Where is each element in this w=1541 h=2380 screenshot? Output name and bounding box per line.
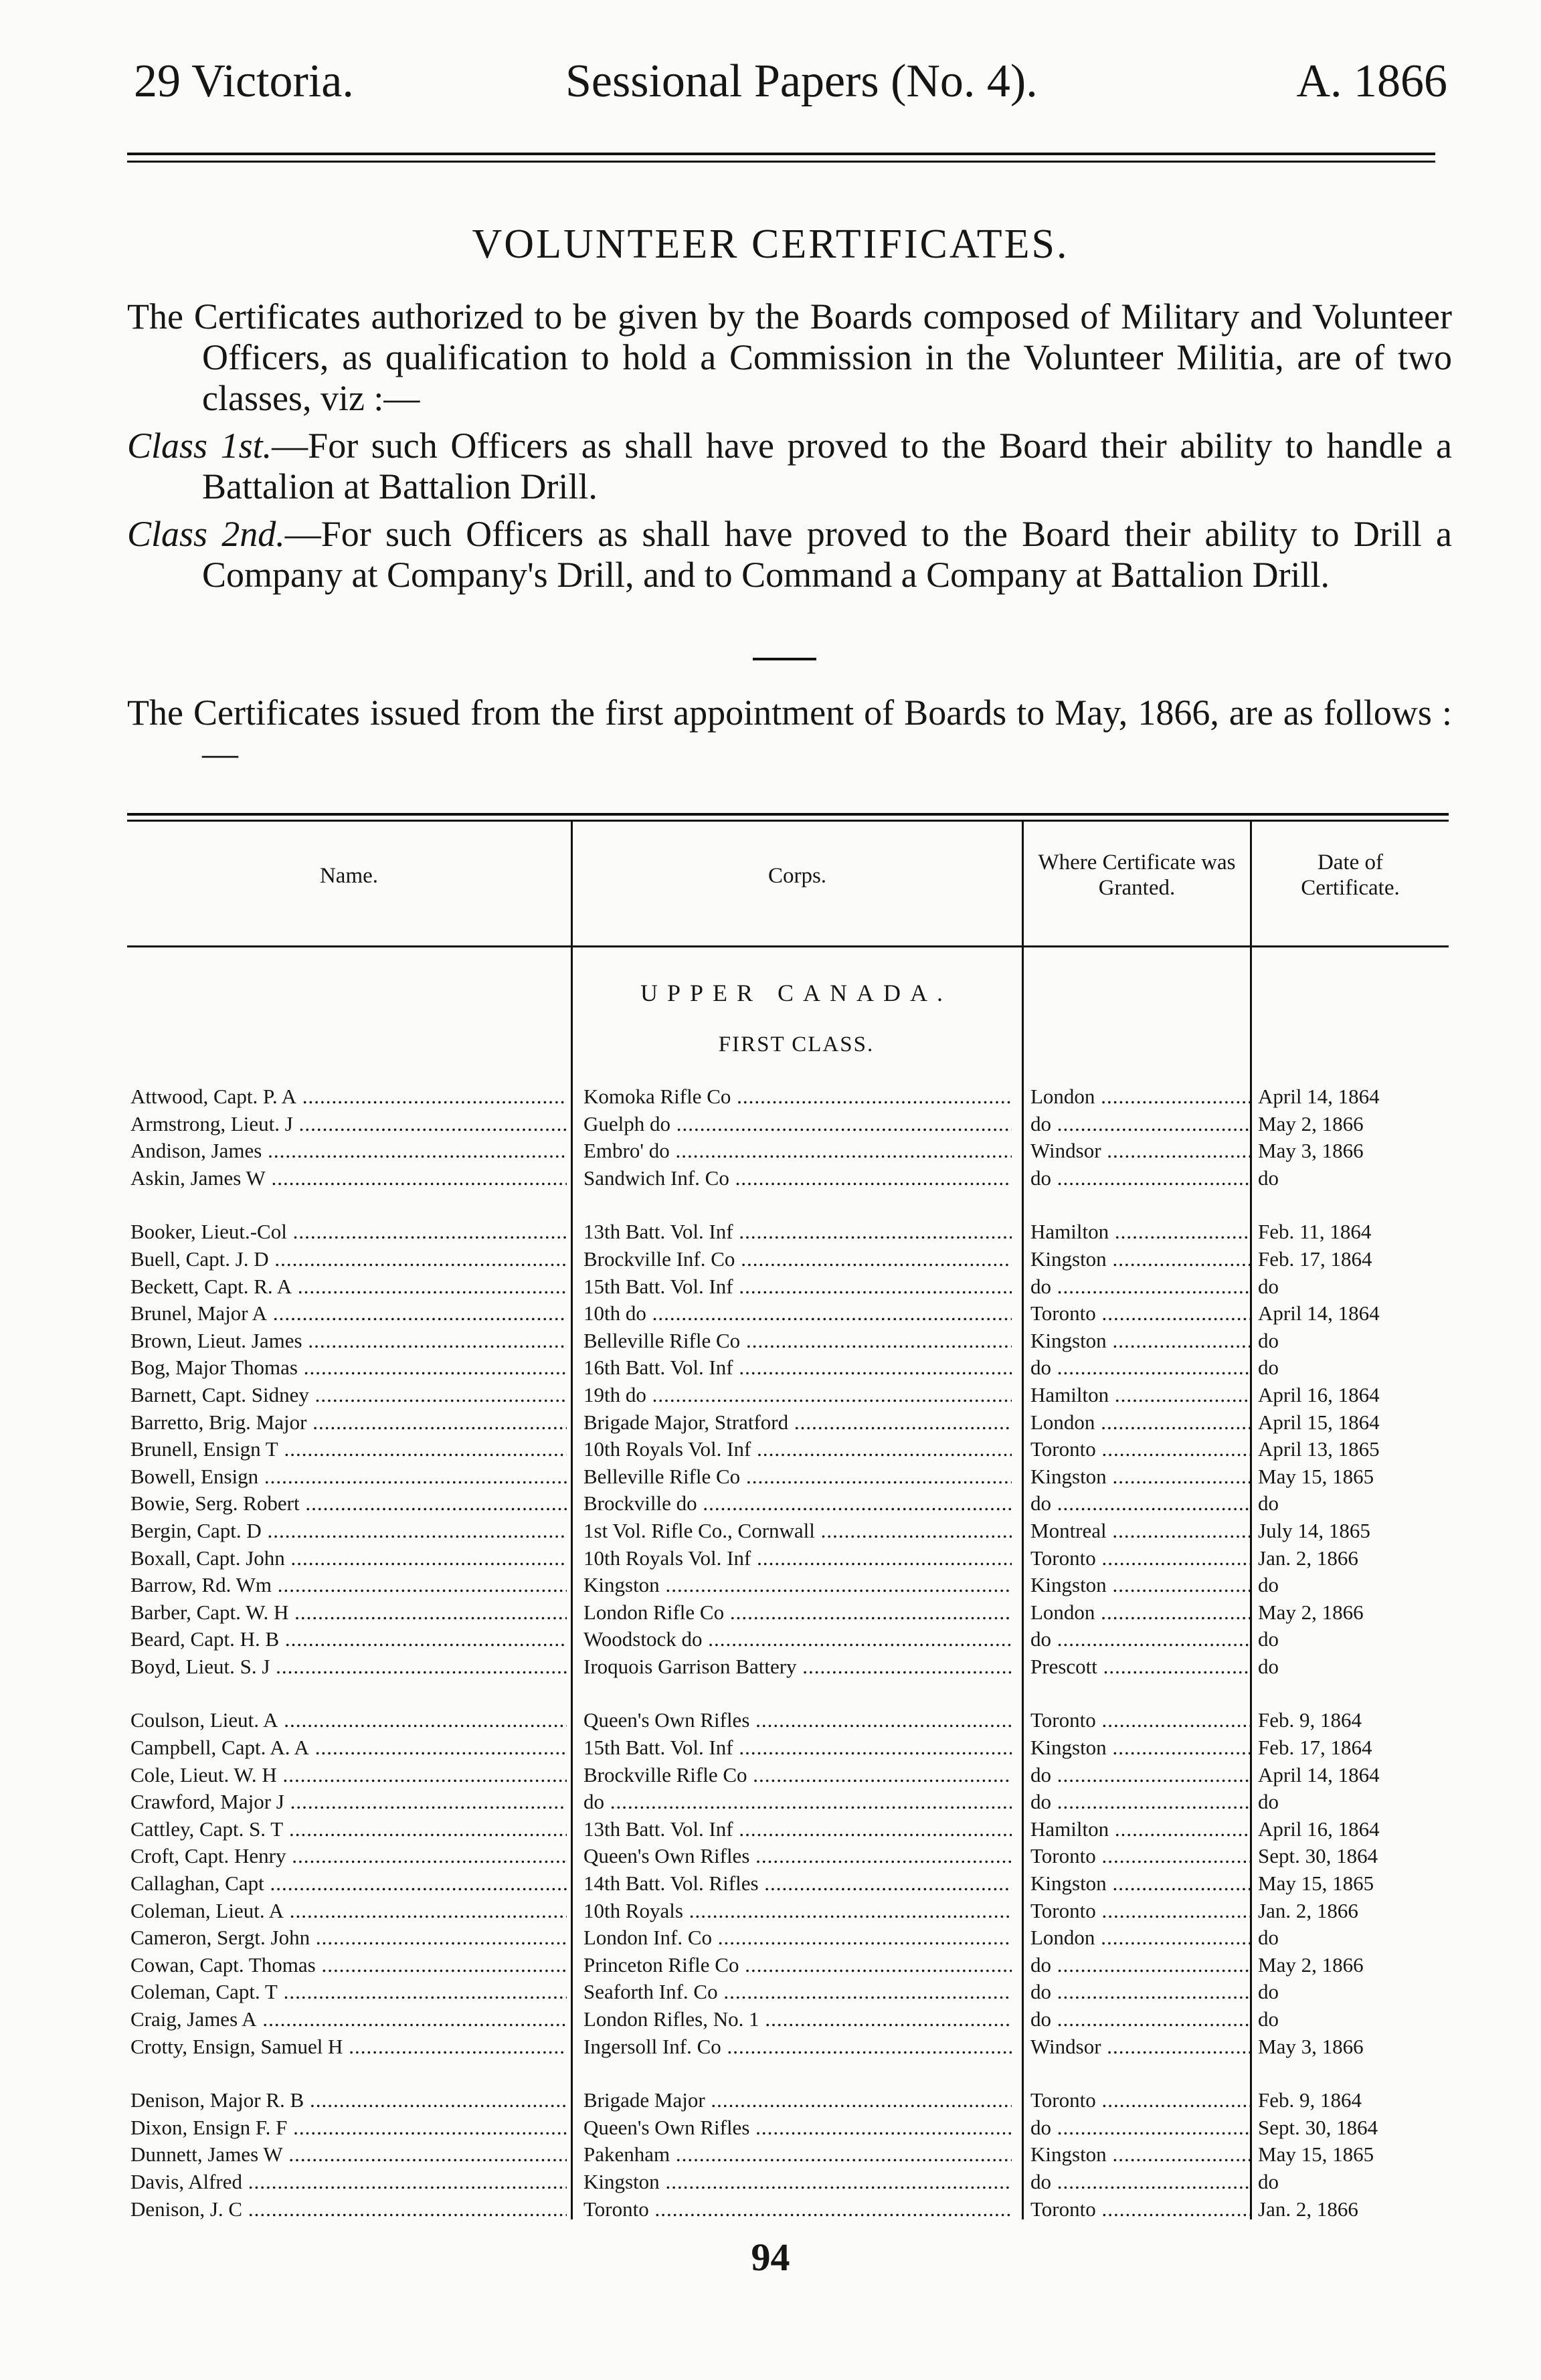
cell-date: do: [1258, 1790, 1279, 1814]
cell-date: April 16, 1864: [1258, 1817, 1380, 1841]
cell-where: do .....: [1030, 1354, 1250, 1382]
cell-date: April 15, 1864: [1258, 1410, 1380, 1434]
cell-name: Coleman, Capt. T .....: [130, 1979, 567, 2006]
table-row: [127, 1626, 1449, 1653]
cell-date: April 14, 1864: [1258, 1762, 1380, 1787]
cell-date: do: [1258, 1328, 1279, 1352]
table-row: [127, 1707, 1449, 1734]
cell-where: do .....: [1030, 1789, 1250, 1816]
cell-date: do: [1258, 1356, 1279, 1380]
cell-where: Toronto .....: [1030, 2196, 1250, 2223]
group-gap: [127, 1680, 1449, 1707]
cell-date: April 16, 1864: [1258, 1382, 1380, 1406]
cell-corps: Iroquois Garrison Battery .....: [583, 1653, 1012, 1681]
header-papers: Sessional Papers (No. 4).: [565, 56, 1038, 107]
table-row: [127, 2196, 1449, 2223]
cell-date: Feb. 9, 1864: [1258, 1708, 1362, 1732]
group-gap: [127, 1192, 1449, 1218]
class-1-text: —For such Officers as shall have proved to the Board their ability to handle a Battalion at Battalion Drill.: [202, 426, 1453, 507]
cell-date: May 3, 1866: [1258, 1139, 1364, 1163]
cell-name: Barber, Capt. W. H .....: [130, 1599, 567, 1627]
table-row: [127, 1273, 1449, 1301]
cell-date: May 2, 1866: [1258, 1600, 1364, 1624]
cell-name: Craig, James A .....: [130, 2006, 567, 2033]
table-body: [127, 1083, 1449, 2223]
cell-corps: London Inf. Co .....: [583, 1924, 1012, 1952]
cell-where: Toronto .....: [1030, 1707, 1250, 1734]
cell-corps: Brigade Major, Stratford .....: [583, 1409, 1012, 1437]
table-row: [127, 1734, 1449, 1762]
cell-where: do .....: [1030, 2169, 1250, 2196]
cell-where: Toronto .....: [1030, 1436, 1250, 1463]
cell-name: Coleman, Lieut. A .....: [130, 1898, 567, 1925]
cell-where: Kingston .....: [1030, 1734, 1250, 1762]
cell-date: April 14, 1864: [1258, 1085, 1380, 1108]
table-row: [127, 1870, 1449, 1898]
cell-corps: Queen's Own Rifles .....: [583, 1707, 1012, 1734]
cell-name: Andison, James .....: [130, 1137, 567, 1165]
cell-name: Brown, Lieut. James .....: [130, 1328, 567, 1355]
cell-where: Kingston .....: [1030, 1246, 1250, 1273]
cell-corps: Brockville Inf. Co .....: [583, 1246, 1012, 1273]
cell-date: Feb. 9, 1864: [1258, 2088, 1362, 2112]
cell-where: do .....: [1030, 1626, 1250, 1653]
cell-name: Barnett, Capt. Sidney .....: [130, 1382, 567, 1409]
cell-date: May 2, 1866: [1258, 1111, 1364, 1135]
cell-corps: London Rifle Co .....: [583, 1599, 1012, 1627]
cell-where: Toronto .....: [1030, 1898, 1250, 1925]
header-name: Name.: [319, 864, 379, 888]
cell-corps: Brockville do .....: [583, 1490, 1012, 1518]
table-row: [127, 1300, 1449, 1328]
cell-date: April 14, 1864: [1258, 1301, 1380, 1325]
cell-name: Brunel, Major A .....: [130, 1300, 567, 1328]
cell-name: Bowie, Serg. Robert .....: [130, 1490, 567, 1518]
cell-name: Boxall, Capt. John .....: [130, 1545, 567, 1572]
cell-corps: Queen's Own Rifles .....: [583, 1843, 1012, 1870]
cell-corps: Ingersoll Inf. Co .....: [583, 2033, 1012, 2061]
cell-where: Kingston .....: [1030, 2141, 1250, 2169]
class-1-paragraph: [127, 426, 1452, 507]
cell-name: Cameron, Sergt. John .....: [130, 1924, 567, 1952]
cell-name: Campbell, Capt. A. A .....: [130, 1734, 567, 1762]
cell-name: Barrow, Rd. Wm .....: [130, 1572, 567, 1599]
separator-rule: [753, 658, 816, 660]
cell-corps: Kingston .....: [583, 1572, 1012, 1599]
table-row: [127, 2169, 1449, 2196]
table-row: [127, 2033, 1449, 2061]
cell-where: Hamilton .....: [1030, 1816, 1250, 1843]
cell-name: Booker, Lieut.-Col .....: [130, 1218, 567, 1246]
cell-where: do .....: [1030, 1273, 1250, 1301]
cell-where: London .....: [1030, 1599, 1250, 1627]
cell-corps: Princeton Rifle Co .....: [583, 1952, 1012, 1979]
subsection-first-class: FIRST CLASS.: [718, 1032, 875, 1057]
table-row: [127, 1599, 1449, 1627]
cell-name: Beckett, Capt. R. A .....: [130, 1273, 567, 1301]
cell-corps: Guelph do .....: [583, 1111, 1012, 1138]
table-row: [127, 1898, 1449, 1925]
cell-where: Toronto .....: [1030, 2087, 1250, 2114]
cell-corps: 19th do .....: [583, 1382, 1012, 1409]
cell-corps: Toronto .....: [583, 2196, 1012, 2223]
table-rule-top: [127, 813, 1449, 816]
table-row: [127, 2087, 1449, 2114]
table-row: [127, 1436, 1449, 1463]
issued-paragraph: The Certificates issued from the first appointment of Boards to May, 1866, are as follows :—: [127, 693, 1452, 773]
cell-where: London .....: [1030, 1083, 1250, 1111]
cell-where: London .....: [1030, 1409, 1250, 1437]
cell-date: do: [1258, 1627, 1279, 1651]
cell-where: Toronto .....: [1030, 1843, 1250, 1870]
cell-name: Denison, J. C .....: [130, 2196, 567, 2223]
certificates-table: [127, 813, 1449, 2241]
cell-where: Kingston .....: [1030, 1870, 1250, 1898]
table-row: [127, 1246, 1449, 1273]
group-gap: [127, 2060, 1449, 2087]
table-row: [127, 1218, 1449, 1246]
table-row: [127, 1789, 1449, 1816]
cell-date: Jan. 2, 1866: [1258, 1546, 1358, 1570]
cell-date: do: [1258, 1573, 1279, 1597]
cell-name: Brunell, Ensign T .....: [130, 1436, 567, 1463]
cell-date: April 13, 1865: [1258, 1437, 1380, 1461]
table-row: [127, 1137, 1449, 1165]
cell-corps: 14th Batt. Vol. Rifles .....: [583, 1870, 1012, 1898]
header-year: A. 1866: [1296, 56, 1447, 107]
header-corps: Corps.: [767, 864, 827, 888]
cell-date: May 15, 1865: [1258, 1464, 1374, 1488]
cell-corps: Seaforth Inf. Co .....: [583, 1979, 1012, 2006]
cell-corps: do .....: [583, 1789, 1012, 1816]
table-row: [127, 2006, 1449, 2033]
intro-paragraph: The Certificates authorized to be given by the Boards composed of Military and Volunteer Officers, as qualification to hold a Commission in the Volunteer Militia, are of two classes, viz :—: [127, 296, 1452, 418]
cell-where: Hamilton .....: [1030, 1218, 1250, 1246]
cell-date: do: [1258, 1654, 1279, 1678]
cell-where: do .....: [1030, 2006, 1250, 2033]
cell-date: Feb. 17, 1864: [1258, 1736, 1372, 1760]
table-row: [127, 2114, 1449, 2142]
cell-where: Toronto .....: [1030, 1545, 1250, 1572]
cell-name: Croft, Capt. Henry .....: [130, 1843, 567, 1870]
cell-date: Feb. 11, 1864: [1258, 1220, 1372, 1244]
table-row: [127, 1816, 1449, 1843]
cell-date: May 15, 1865: [1258, 1871, 1374, 1896]
cell-where: Kingston .....: [1030, 1463, 1250, 1491]
class-1-label: Class 1st.: [127, 426, 272, 466]
cell-name: Bowell, Ensign .....: [130, 1463, 567, 1491]
table-row: [127, 1083, 1449, 1111]
cell-where: do .....: [1030, 1490, 1250, 1518]
cell-name: Callaghan, Capt .....: [130, 1870, 567, 1898]
header-session: 29 Victoria.: [134, 56, 354, 107]
cell-name: Cowan, Capt. Thomas .....: [130, 1952, 567, 1979]
cell-corps: Woodstock do .....: [583, 1626, 1012, 1653]
cell-corps: 10th Royals Vol. Inf .....: [583, 1436, 1012, 1463]
table-row: [127, 1572, 1449, 1599]
cell-name: Askin, James W .....: [130, 1165, 567, 1192]
cell-where: Toronto .....: [1030, 1300, 1250, 1328]
cell-name: Bog, Major Thomas .....: [130, 1354, 567, 1382]
cell-corps: 10th Royals .....: [583, 1898, 1012, 1925]
cell-date: May 3, 1866: [1258, 2034, 1364, 2058]
cell-name: Crawford, Major J .....: [130, 1789, 567, 1816]
cell-date: do: [1258, 1926, 1279, 1950]
cell-corps: 13th Batt. Vol. Inf .....: [583, 1218, 1012, 1246]
cell-corps: Brigade Major .....: [583, 2087, 1012, 2114]
cell-where: Prescott .....: [1030, 1653, 1250, 1681]
cell-name: Attwood, Capt. P. A .....: [130, 1083, 567, 1111]
intro-text: [127, 296, 1452, 602]
cell-corps: Brockville Rifle Co .....: [583, 1762, 1012, 1789]
cell-where: Windsor .....: [1030, 1137, 1250, 1165]
table-row: [127, 1979, 1449, 2006]
cell-name: Dixon, Ensign F. F .....: [130, 2114, 567, 2142]
cell-corps: 16th Batt. Vol. Inf .....: [583, 1354, 1012, 1382]
cell-date: Jan. 2, 1866: [1258, 2197, 1358, 2221]
cell-where: do .....: [1030, 1952, 1250, 1979]
cell-name: Armstrong, Lieut. J .....: [130, 1111, 567, 1138]
table-row: [127, 1545, 1449, 1572]
cell-name: Dunnett, James W .....: [130, 2141, 567, 2169]
table-row: [127, 1952, 1449, 1979]
cell-date: May 2, 1866: [1258, 1952, 1364, 1977]
cell-name: Cole, Lieut. W. H .....: [130, 1762, 567, 1789]
table-row: [127, 2141, 1449, 2169]
cell-name: Beard, Capt. H. B .....: [130, 1626, 567, 1653]
page-title: VOLUNTEER CERTIFICATES.: [472, 221, 1069, 267]
cell-date: do: [1258, 1166, 1279, 1190]
table-row: [127, 1409, 1449, 1437]
table-row: [127, 1843, 1449, 1870]
cell-date: Sept. 30, 1864: [1258, 2115, 1378, 2139]
cell-corps: Belleville Rifle Co .....: [583, 1463, 1012, 1491]
cell-corps: London Rifles, No. 1 .....: [583, 2006, 1012, 2033]
class-2-text: —For such Officers as shall have proved to the Board their ability to Drill a Company at Company's Drill, and to Command a Company at Battalion Drill.: [202, 514, 1452, 595]
cell-date: Feb. 17, 1864: [1258, 1247, 1372, 1271]
cell-corps: Belleville Rifle Co .....: [583, 1328, 1012, 1355]
cell-where: do .....: [1030, 1762, 1250, 1789]
cell-name: Barretto, Brig. Major .....: [130, 1409, 567, 1437]
header-where: Where Certificate was Granted.: [1038, 850, 1236, 900]
cell-date: May 15, 1865: [1258, 2142, 1374, 2167]
cell-corps: 10th Royals Vol. Inf .....: [583, 1545, 1012, 1572]
page-number: 94: [751, 2235, 790, 2279]
table-row: [127, 1328, 1449, 1355]
table-row: [127, 1165, 1449, 1192]
header-rule-top: [127, 153, 1435, 155]
header-date: Date of Certificate.: [1301, 850, 1400, 900]
page-header: [124, 48, 1454, 115]
table-row: [127, 1111, 1449, 1138]
cell-where: do .....: [1030, 1979, 1250, 2006]
cell-corps: Kingston .....: [583, 2169, 1012, 2196]
cell-where: do .....: [1030, 1111, 1250, 1138]
cell-date: Jan. 2, 1866: [1258, 1898, 1358, 1922]
cell-corps: Embro' do .....: [583, 1137, 1012, 1165]
table-row: [127, 1653, 1449, 1681]
cell-where: do .....: [1030, 1165, 1250, 1192]
cell-where: London .....: [1030, 1924, 1250, 1952]
issued-text: [127, 693, 1452, 781]
cell-date: do: [1258, 2007, 1279, 2031]
cell-where: Kingston .....: [1030, 1328, 1250, 1355]
table-row: [127, 1924, 1449, 1952]
cell-date: do: [1258, 1491, 1279, 1516]
cell-corps: Sandwich Inf. Co .....: [583, 1165, 1012, 1192]
table-row: [127, 1354, 1449, 1382]
section-upper-canada: UPPER CANADA.: [640, 980, 953, 1006]
cell-corps: 15th Batt. Vol. Inf .....: [583, 1734, 1012, 1762]
cell-name: Davis, Alfred .....: [130, 2169, 567, 2196]
cell-date: July 14, 1865: [1258, 1518, 1370, 1542]
cell-where: do .....: [1030, 2114, 1250, 2142]
header-rule-bottom: [127, 161, 1435, 163]
cell-date: do: [1258, 1980, 1279, 2004]
cell-corps: 1st Vol. Rifle Co., Cornwall .....: [583, 1518, 1012, 1545]
cell-where: Windsor .....: [1030, 2033, 1250, 2061]
cell-date: Sept. 30, 1864: [1258, 1844, 1378, 1868]
cell-name: Crotty, Ensign, Samuel H .....: [130, 2033, 567, 2061]
cell-name: Cattley, Capt. S. T .....: [130, 1816, 567, 1843]
class-2-label: Class 2nd.: [127, 514, 285, 554]
table-row: [127, 1463, 1449, 1491]
cell-corps: Komoka Rifle Co .....: [583, 1083, 1012, 1111]
cell-where: Hamilton .....: [1030, 1382, 1250, 1409]
cell-where: Kingston .....: [1030, 1572, 1250, 1599]
cell-where: Montreal .....: [1030, 1518, 1250, 1545]
cell-name: Coulson, Lieut. A .....: [130, 1707, 567, 1734]
cell-name: Buell, Capt. J. D .....: [130, 1246, 567, 1273]
cell-corps: Pakenham .....: [583, 2141, 1012, 2169]
cell-name: Bergin, Capt. D .....: [130, 1518, 567, 1545]
class-2-paragraph: [127, 514, 1452, 596]
table-row: [127, 1490, 1449, 1518]
cell-name: Denison, Major R. B .....: [130, 2087, 567, 2114]
cell-date: do: [1258, 2169, 1279, 2193]
table-row: [127, 1518, 1449, 1545]
cell-name: Boyd, Lieut. S. J .....: [130, 1653, 567, 1681]
cell-corps: 15th Batt. Vol. Inf .....: [583, 1273, 1012, 1301]
cell-corps: Queen's Own Rifles .....: [583, 2114, 1012, 2142]
cell-corps: 13th Batt. Vol. Inf .....: [583, 1816, 1012, 1843]
table-row: [127, 1762, 1449, 1789]
cell-corps: 10th do .....: [583, 1300, 1012, 1328]
table-row: [127, 1382, 1449, 1409]
cell-date: do: [1258, 1274, 1279, 1298]
